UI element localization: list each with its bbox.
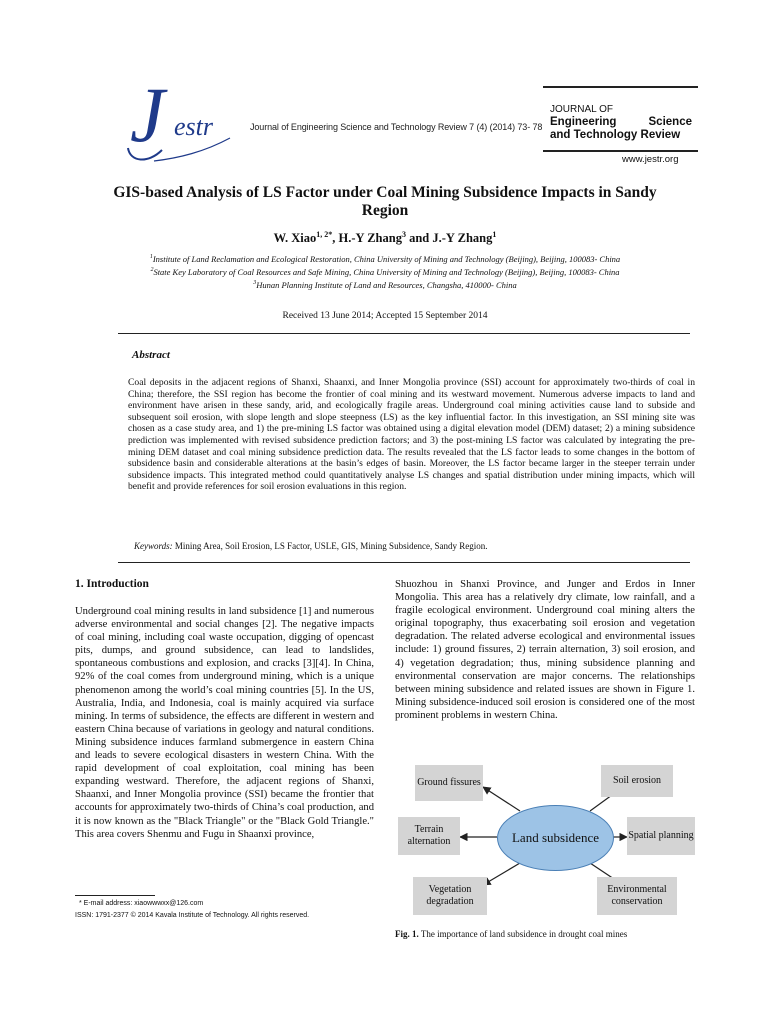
abstract-text: Coal deposits in the adjacent regions of Shanxi, Shaanxi, and Inner Mongolia province (SSI) account for approximately two-thirds of coal in China; therefore, the SSI region has become the frontier of coal mining and its westward movement. Numerous adverse impacts to land and environment have arisen in these sandy, arid, and ecologically fragile areas. Underground coal mining activities cause land to subside and subsequent soil erosion, with slope length and slope steepness (LS) as the key influential factor. In this investigation, an SSI mining site was chosen as a case study area, and 1) the pre-mining LS factor was obtained using a digital elevation model (DEM) dataset; 2) a mining subsidence prediction was implemented with revised subsidence prediction factors; and 3) the post-mining LS factor was calculated by integrating the pre-mining DEM dataset and coal mining subsidence prediction data. The results revealed that the LS factor leads to some changes in the bottom of subsidence basin and considerable alterations at the basin’s edges of basin. Moreover, the LS factor became larger in the steeper terrain under subsidence impacts. This integrated method could quantitatively analyse LS changes and spatial distribution under mining impacts, which will benefit and provide references for soil erosion evaluations in this region. (128, 377, 695, 493)
author-separator-2: and (405, 231, 433, 246)
paper-title-line2: Region (361, 202, 409, 219)
journal-title-box (543, 86, 698, 152)
affiliations (80, 252, 690, 290)
author-separator-1: , (332, 231, 339, 246)
keywords-label: Keywords: (134, 541, 173, 551)
author-3-affil: 1 (492, 230, 497, 239)
body-left-column (75, 605, 374, 841)
divider-top (118, 333, 690, 334)
footnote-email: * E-mail address: xiaowwwxx@126.com (79, 900, 204, 907)
figure-caption-text: The importance of land subsidence in drought coal mines (418, 929, 628, 939)
affiliation-3-num: 3 (253, 279, 257, 286)
node-terrain-alternation: Terrain alternation (398, 817, 460, 855)
author-1-affil: 1, 2* (316, 230, 333, 239)
section-heading-introduction: 1. Introduction (75, 578, 149, 590)
journal-url[interactable]: www.jestr.org (622, 154, 679, 165)
author-1: W. Xiao (273, 231, 317, 246)
logo-swoosh-icon (124, 128, 234, 168)
arrow-to-ground-fissures (483, 787, 520, 811)
affiliation-3 (80, 278, 690, 291)
node-environmental-conservation: Environmental conservation (597, 877, 677, 915)
body-paragraph-left: Underground coal mining results in land subsidence [1] and numerous adverse environmental and social changes [2]. The negative impacts of coal mining, including coal waste occupation, digging of opencast pits, dumps, and ground subsidence, can lead to landslides, spontaneous combustions and explosion, and cracks [3][4]. In China, 92% of the coal comes from underground mining, which is a unique phenomenon among the world’s coal mining countries [5]. In the US, Australia, India, and Indonesia, coal is mainly acquired via surface mining. In terms of subsidence, the effects are different in western and eastern China because of variations in geology and natural conditions. Mining subsidence induces farmland submergence in eastern China and leads to severe ecological disasters in western China. With the rapid development of coal exploitation, coal mining has been expanding westward. Therefore, the adjacent regions of Shanxi, Shaanxi, and Inner Mongolia province (SSI) became the frontier that accounts for approximately two-thirds of China’s coal production, and it is now known as the "Black Triangle" or the "Black Gold Triangle." This area covers Shenmu and Fugu in Shaanxi province, (75, 606, 374, 840)
footnote-rule (75, 895, 155, 896)
node-vegetation-degradation: Vegetation degradation (413, 877, 487, 915)
journal-box-line3: and Technology Review (550, 129, 681, 141)
journal-logo (124, 71, 234, 165)
keywords-list: Mining Area, Soil Erosion, LS Factor, USLE, GIS, Mining Subsidence, Sandy Region. (172, 541, 488, 551)
paper-title (110, 184, 660, 220)
journal-box-line2b: Science (648, 116, 692, 128)
affiliation-2 (80, 265, 690, 278)
paper-title-line1: GIS-based Analysis of LS Factor under Coal Mining Subsidence Impacts in Sandy (113, 184, 657, 201)
affiliation-2-text: State Key Laboratory of Coal Resources and Safe Mining, China University of Mining and Technology (Beijing), Beijing, 100083- China (153, 266, 620, 277)
footnote-issn: ISSN: 1791-2377 © 2014 Kavala Institute of Technology. All rights reserved. (75, 912, 310, 919)
author-2-affil: 3 (401, 230, 406, 239)
affiliation-1-num: 1 (149, 254, 153, 260)
author-3: J.-Y Zhang (432, 231, 493, 246)
affiliation-3-text: Hunan Planning Institute of Land and Resources, Changsha, 410000- China (256, 279, 517, 290)
author-2: H.-Y Zhang (338, 231, 402, 246)
body-right-column (395, 578, 695, 722)
affiliation-1-text: Institute of Land Reclamation and Ecological Restoration, China University of Mining and Technology (Beijing), Beijing, 100083- China (152, 253, 621, 264)
journal-box-line2a: Engineering (550, 116, 617, 128)
keywords (134, 541, 488, 551)
divider-bottom (118, 562, 690, 563)
logo-letter: J (130, 71, 165, 158)
affiliation-2-num: 2 (150, 266, 154, 273)
figure-1 (395, 757, 695, 925)
figure-caption-label: Fig. 1. (395, 929, 419, 939)
affiliation-1 (80, 252, 690, 265)
node-ground-fissures: Ground fissures (415, 765, 483, 801)
received-dates: Received 13 June 2014; Accepted 15 September 2014 (282, 311, 488, 321)
node-soil-erosion: Soil erosion (601, 765, 673, 797)
journal-box-line2 (550, 116, 692, 128)
figure-1-caption (395, 929, 627, 939)
abstract-heading: Abstract (132, 349, 170, 361)
logo-text: estr (174, 112, 213, 141)
journal-box-line1: JOURNAL OF (550, 104, 613, 115)
body-paragraph-right: Shuozhou in Shanxi Province, and Junger and Erdos in Inner Mongolia. This area has a relatively dry climate, low rainfall, and a fragile ecological environment. Underground coal mining alters the original topography, thus exacerbating soil erosion and vegetation degradation. The related adverse ecological and environmental issues include: 1) ground fissures, 2) terrain alternation, 3) soil erosion, and 4) vegetation degradation; thus, mining subsidence planning and environmental conservation are major concerns. The relationships between mining subsidence and related issues are shown in Figure 1. Mining subsidence-induced soil erosion is considered one of the most prominent problems in western China. (395, 579, 695, 721)
authors (110, 230, 660, 246)
node-land-subsidence: Land subsidence (497, 805, 614, 871)
journal-citation: Journal of Engineering Science and Technology Review 7 (4) (2014) 73- 78 (250, 122, 543, 132)
node-spatial-planning: Spatial planning (627, 817, 695, 855)
arrow-to-vegetation-degradation (483, 863, 520, 885)
